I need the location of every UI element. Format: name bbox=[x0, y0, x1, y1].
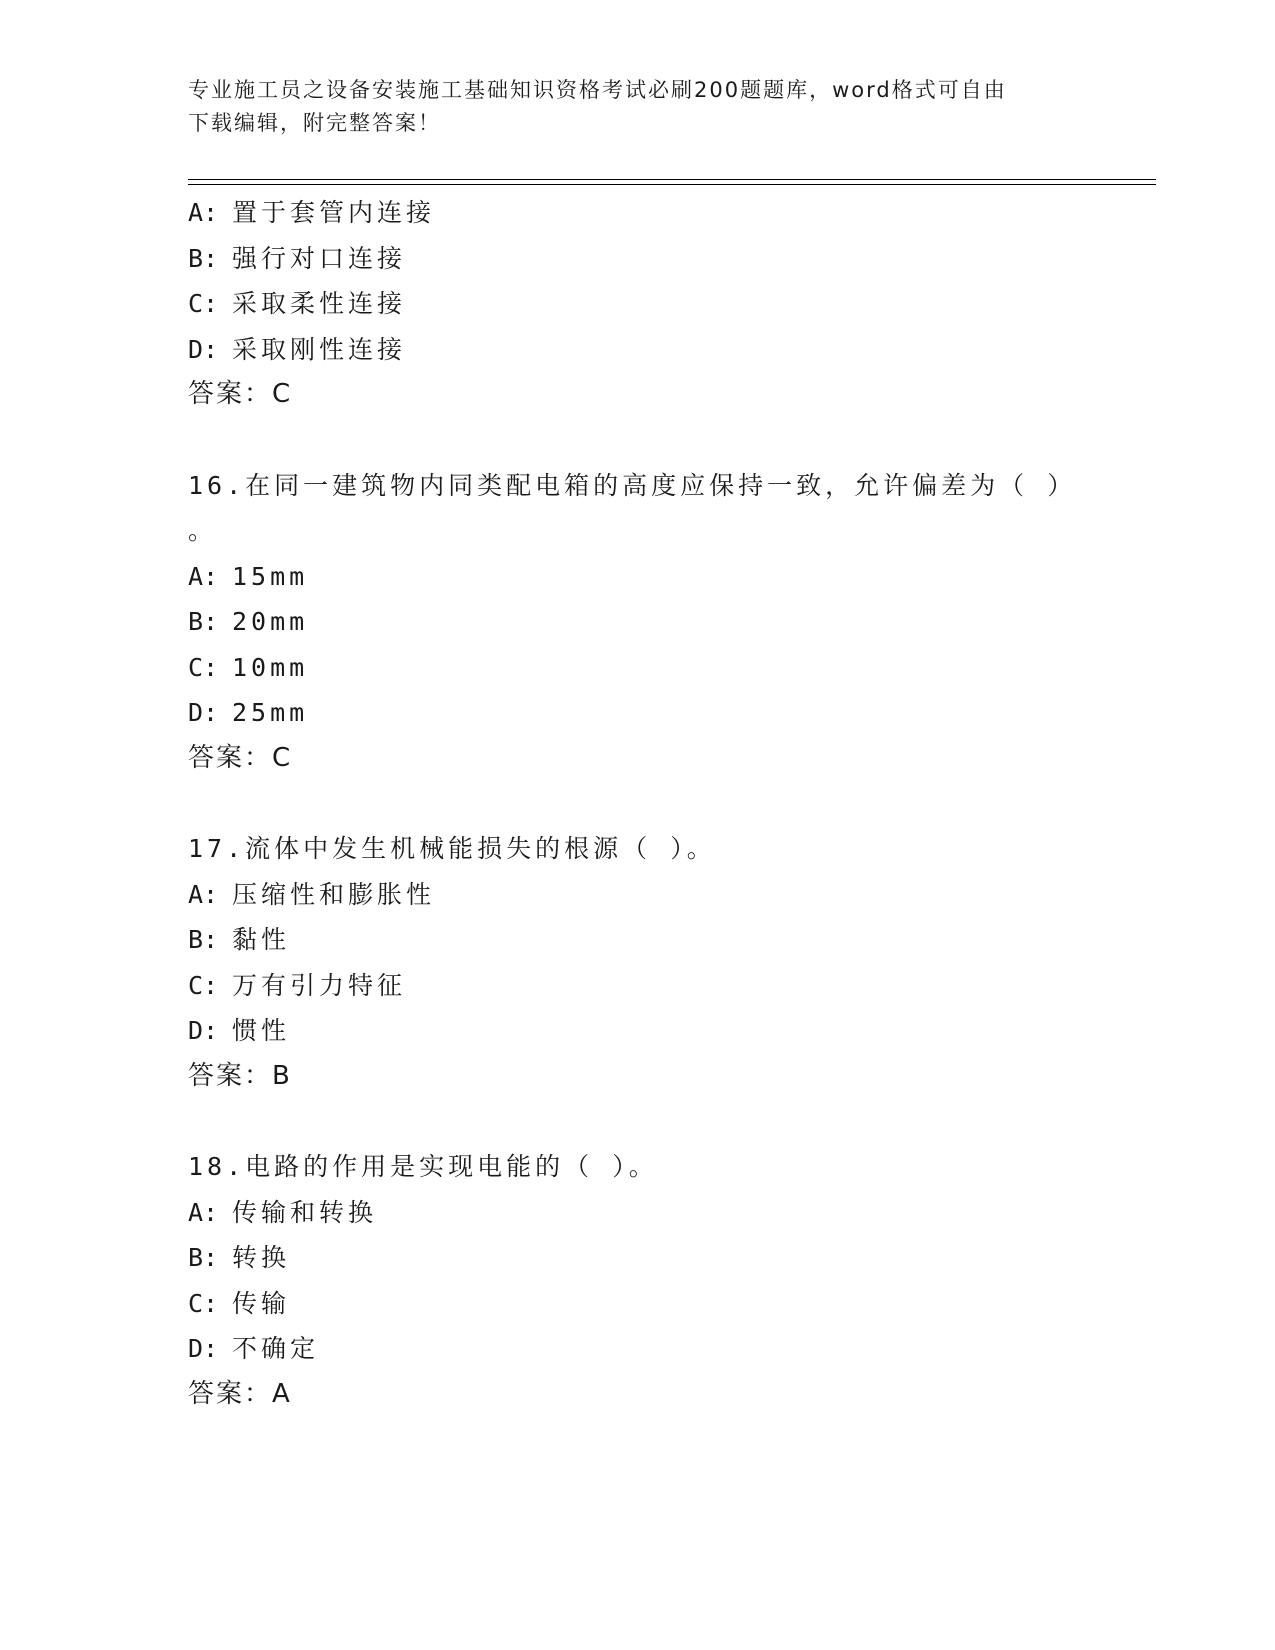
option-letter: C: bbox=[188, 1288, 219, 1318]
question-stem: 16.在同一建筑物内同类配电箱的高度应保持一致，允许偏差为（ ） bbox=[188, 470, 1077, 500]
option-letter: D: bbox=[188, 1334, 219, 1363]
option-text: 压缩性和膨胀性 bbox=[232, 879, 436, 909]
option-text: 惯性 bbox=[232, 1016, 291, 1045]
answer-line bbox=[188, 372, 1156, 418]
option-b bbox=[188, 1235, 1156, 1281]
header-divider-top bbox=[188, 179, 1156, 180]
answer-label: 答案： bbox=[188, 379, 273, 409]
spacer bbox=[188, 418, 1156, 463]
option-letter: B: bbox=[188, 1243, 219, 1272]
option-letter: D: bbox=[188, 334, 219, 364]
option-text: 采取柔性连接 bbox=[232, 289, 407, 318]
option-letter: A: bbox=[188, 561, 219, 591]
option-c bbox=[188, 1281, 1156, 1327]
option-letter: C: bbox=[188, 970, 219, 1000]
option-text: 万有引力特征 bbox=[232, 970, 407, 1000]
option-text: 10mm bbox=[232, 652, 309, 682]
option-letter: D: bbox=[188, 1016, 219, 1045]
question-block-15 bbox=[188, 190, 1156, 418]
option-a bbox=[188, 1190, 1156, 1236]
document-header bbox=[188, 74, 1088, 140]
answer-line bbox=[188, 1054, 1156, 1100]
option-a bbox=[188, 554, 1156, 600]
option-letter: A: bbox=[188, 198, 219, 227]
option-d bbox=[188, 1008, 1156, 1054]
option-text: 不确定 bbox=[232, 1334, 320, 1363]
answer-value: B bbox=[272, 1060, 291, 1091]
option-c bbox=[188, 281, 1156, 327]
option-text: 黏性 bbox=[232, 925, 291, 954]
option-text: 20mm bbox=[232, 607, 309, 636]
option-d bbox=[188, 690, 1156, 736]
question-block-16 bbox=[188, 463, 1156, 782]
answer-value: C bbox=[272, 379, 292, 409]
spacer bbox=[188, 781, 1156, 826]
option-letter: B: bbox=[188, 243, 219, 273]
option-text: 传输和转换 bbox=[232, 1197, 378, 1227]
answer-line bbox=[188, 736, 1156, 782]
option-b bbox=[188, 599, 1156, 645]
option-text: 15mm bbox=[232, 561, 309, 591]
header-line-2: 下载编辑，附完整答案！ bbox=[188, 111, 441, 135]
answer-value: A bbox=[272, 1378, 291, 1409]
option-a bbox=[188, 190, 1156, 236]
question-block-17 bbox=[188, 826, 1156, 1099]
answer-value: C bbox=[272, 742, 292, 773]
option-letter: B: bbox=[188, 925, 219, 954]
header-line-1: 专业施工员之设备安装施工基础知识资格考试必刷200题题库，word格式可自由 bbox=[188, 78, 1007, 102]
answer-label: 答案： bbox=[188, 1060, 273, 1091]
option-text: 传输 bbox=[232, 1288, 291, 1318]
option-letter: D: bbox=[188, 698, 219, 727]
header-divider-bottom bbox=[188, 184, 1156, 185]
option-b bbox=[188, 236, 1156, 282]
option-letter: A: bbox=[188, 1197, 219, 1227]
option-letter: A: bbox=[188, 879, 219, 909]
option-c bbox=[188, 963, 1156, 1009]
spacer bbox=[188, 1099, 1156, 1144]
option-a bbox=[188, 872, 1156, 918]
question-stem: 17.流体中发生机械能损失的根源（ ）。 bbox=[188, 834, 716, 863]
option-text: 置于套管内连接 bbox=[232, 198, 436, 227]
question-stem: 18.电路的作用是实现电能的（ ）。 bbox=[188, 1152, 658, 1181]
option-d bbox=[188, 327, 1156, 373]
option-c bbox=[188, 645, 1156, 691]
option-text: 强行对口连接 bbox=[232, 243, 407, 273]
answer-label: 答案： bbox=[188, 742, 273, 773]
option-text: 25mm bbox=[232, 698, 309, 727]
question-stem-continued: 。 bbox=[188, 516, 218, 545]
option-letter: C: bbox=[188, 652, 219, 682]
option-text: 采取刚性连接 bbox=[232, 334, 407, 364]
answer-label: 答案： bbox=[188, 1378, 273, 1409]
option-b bbox=[188, 917, 1156, 963]
answer-line bbox=[188, 1372, 1156, 1418]
option-letter: C: bbox=[188, 289, 219, 318]
option-d bbox=[188, 1326, 1156, 1372]
option-letter: B: bbox=[188, 607, 219, 636]
question-block-18 bbox=[188, 1144, 1156, 1417]
option-text: 转换 bbox=[232, 1243, 291, 1272]
question-list bbox=[188, 190, 1156, 1417]
